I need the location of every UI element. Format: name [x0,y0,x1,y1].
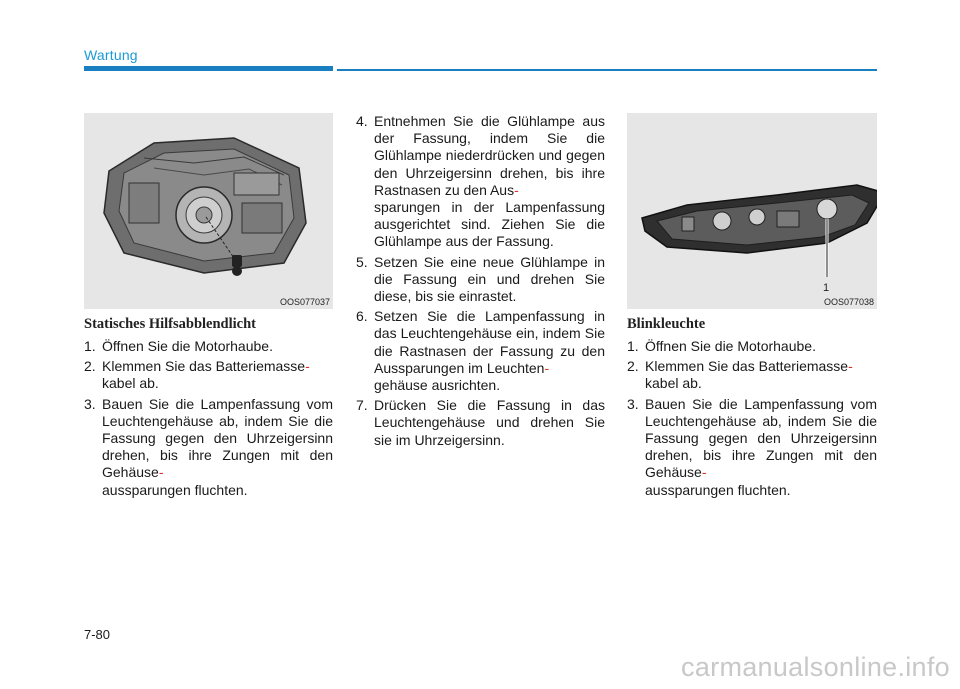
headlamp-illustration [84,113,333,309]
step: 4. Entnehmen Sie die Glühlampe aus der Fassung, indem Sie die Glühlampe niederdrücken und gegen den Uhrzeigersinn drehen, bis ihre Rastnasen zu den Aus- sparungen in der Lampenfassung ausgerichtet sind. Ziehen Sie die Glühlampe aus der Fassung. [356,113,605,250]
heading-turn-signal: Blinkleuchte [627,316,706,332]
headlamp-figure [84,113,333,309]
steps-right [627,338,877,502]
step: 1. Öffnen Sie die Motorhaube. [84,338,273,354]
steps-left [84,338,333,502]
callout-number: 1 [823,282,830,294]
header-rule-thick [84,66,333,71]
section-title: Wartung [84,47,138,63]
figure-code-left: OOS077037 [279,297,330,307]
header-rule-thin [337,69,877,71]
step: 7. Drücken Sie die Fassung in das Leuchtengehäuse und drehen Sie sie im Uhrzeigersinn. [356,397,605,448]
page-number: 7-80 [84,627,111,642]
turn-signal-figure [627,113,877,309]
step: 5. Setzen Sie eine neue Glühlampe in die Fassung ein und drehen Sie diese, bis sie einrastet. [356,253,605,305]
step: 1. Öffnen Sie die Motorhaube. [627,338,816,354]
figure-code-right: OOS077038 [823,297,874,307]
heading-static-bending-light: Statisches Hilfsabblendlicht [84,316,257,332]
steps-middle [356,113,605,452]
step: 2. Klemmen Sie das Batteriemasse- kabel ab. [627,358,853,392]
turn-signal-illustration [627,113,877,309]
step: 3. Bauen Sie die Lampenfassung vom Leuchtengehäuse ab, indem Sie die Fassung gegen den Uhrzeigersinn drehen, bis ihre Zungen mit den Gehäuse- aussparungen fluchten. [84,395,333,498]
step: 2. Klemmen Sie das Batteriemasse- kabel ab. [84,358,310,392]
step: 3. Bauen Sie die Lampenfassung vom Leuchtengehäuse ab, indem Sie die Fassung gegen den Uhrzeigersinn drehen, bis ihre Zungen mit den Gehäuse- aussparungen fluchten. [627,395,877,498]
step: 6. Setzen Sie die Lampenfassung in das Leuchtengehäuse ein, indem Sie die Rastnasen der Fassung zu den Aussparungen im Leuchten- gehäuse ausrichten. [356,308,605,394]
watermark: carmanualsonline.info [681,652,950,682]
